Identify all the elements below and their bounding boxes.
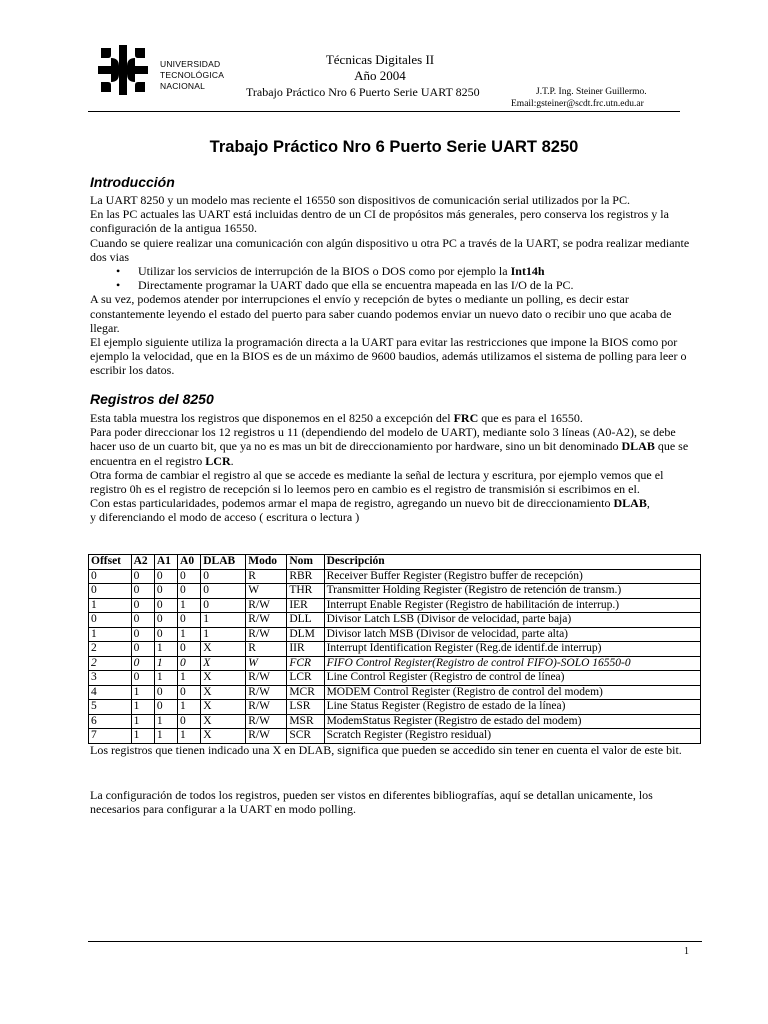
column-header: A1	[154, 555, 177, 570]
table-cell: 0	[201, 584, 246, 599]
table-cell: R/W	[246, 613, 287, 628]
paragraph: Cuando se quiere realizar una comunicación con algún dispositivo u otra PC a través de la UART, se podra realizar mediante dos vias	[90, 235, 690, 264]
paragraph: Otra forma de cambiar el registro al que se accede es mediante la señal de lectura y escritura, por ejemplo vemos que el registro 0h es el registro de recepción si lo leemos pero en cambio es el registro de transmisión si escribimos en el.	[90, 467, 664, 497]
table-cell: 0	[178, 685, 201, 700]
table-header-row	[89, 555, 701, 570]
table-cell: 0	[178, 584, 201, 599]
table-row	[89, 671, 701, 686]
table-row	[89, 627, 701, 642]
column-header: A0	[178, 555, 201, 570]
page-title: Trabajo Práctico Nro 6 Puerto Serie UART 8250	[209, 138, 579, 156]
header-course: Técnicas Digitales II	[325, 52, 435, 67]
paragraph: A su vez, podemos atender por interrupciones el envío y recepción de bytes o mediante un polling, es decir estar constantemente leyendo el estado del puerto para saber cuando podemos enviar un nuevo dato o recibir uno que acaba de llegar.	[90, 292, 672, 335]
paragraph: El ejemplo siguiente utiliza la programación directa a la UART para evitar las restricciones que impone la BIOS como por ejemplo la velocidad, que en la BIOS es de un máximo de 9600 baudios, además utilizamos el sistema de polling para leer o escribir los datos.	[90, 335, 687, 378]
table-cell: Scratch Register (Registro residual)	[324, 729, 700, 744]
table-row	[89, 569, 701, 584]
table-cell: W	[246, 584, 287, 599]
table-cell: LSR	[287, 700, 324, 715]
table-cell: R/W	[246, 685, 287, 700]
table-cell: 4	[89, 685, 132, 700]
table-row	[89, 700, 701, 715]
university-line: TECNOLÓGICA	[160, 70, 225, 80]
table-cell: X	[201, 642, 246, 657]
column-header: Offset	[89, 555, 132, 570]
table-row	[89, 685, 701, 700]
text: Para poder direccionar los 12 registros u 11 (dependiendo del modelo de UART), mediante solo 3 líneas (A0-A2), se debe hacer uso de un cuarto bit, que ya no es mas un bit de direccionamiento por hardware, sino un bit denominado	[90, 425, 676, 454]
table-cell: Line Control Register (Registro de control de línea)	[324, 671, 700, 686]
table-cell: Line Status Register (Registro de estado de la línea)	[324, 700, 700, 715]
table-cell: 1	[131, 714, 154, 729]
text: ,	[646, 496, 650, 511]
bullet-text: Utilizar los servicios de interrupción de la BIOS o DOS como por ejemplo la	[138, 264, 511, 279]
registers-body	[90, 411, 700, 525]
table-cell: 1	[178, 671, 201, 686]
table-cell: 3	[89, 671, 132, 686]
text: Esta tabla muestra los registros que disponemos en el 8250 a excepción del	[90, 411, 454, 425]
register-map-table	[88, 554, 701, 744]
bullet-text: Directamente programar la UART dado que ella se encuentra mapeada en las I/O de la PC.	[138, 278, 574, 293]
table-cell: Interrupt Enable Register (Registro de habilitación de interrup.)	[324, 598, 700, 613]
table-cell: 0	[89, 584, 132, 599]
table-cell: R/W	[246, 627, 287, 642]
table-cell: FCR	[287, 656, 324, 671]
university-name	[160, 59, 224, 92]
table-cell: 1	[178, 627, 201, 642]
table-cell: MCR	[287, 685, 324, 700]
table-cell: R/W	[246, 598, 287, 613]
table-cell: X	[201, 685, 246, 700]
list-item	[90, 264, 700, 278]
table-cell: 0	[131, 613, 154, 628]
column-header: Nom	[287, 555, 324, 570]
university-line: UNIVERSIDAD	[160, 59, 221, 69]
table-cell: 0	[201, 569, 246, 584]
column-header: DLAB	[201, 555, 246, 570]
table-cell: 0	[154, 584, 177, 599]
table-cell: SCR	[287, 729, 324, 744]
table-cell: 1	[131, 700, 154, 715]
table-cell: 1	[131, 685, 154, 700]
table-cell: 1	[154, 642, 177, 657]
table-cell: R/W	[246, 671, 287, 686]
table-cell: 0	[178, 642, 201, 657]
table-cell: 1	[89, 627, 132, 642]
table-cell: Divisor latch MSB (Divisor de velocidad, parte alta)	[324, 627, 700, 642]
table-cell: X	[201, 671, 246, 686]
table-cell: R	[246, 642, 287, 657]
table-cell: 1	[131, 729, 154, 744]
table-cell: IER	[287, 598, 324, 613]
table-cell: RBR	[287, 569, 324, 584]
bold-text: DLAB	[613, 496, 647, 511]
section-heading-registros: Registros del 8250	[90, 391, 214, 407]
table-cell: R	[246, 569, 287, 584]
page-number: 1	[684, 946, 689, 957]
header-author: J.T.P. Ing. Steiner Guillermo.	[536, 87, 647, 97]
table-cell: 1	[154, 671, 177, 686]
table-cell: 6	[89, 714, 132, 729]
table-cell: 0	[131, 656, 154, 671]
table-cell: 0	[89, 569, 132, 584]
table-cell: 2	[89, 656, 132, 671]
table-cell: 0	[131, 569, 154, 584]
bullet-list	[90, 264, 700, 292]
paragraph: y diferenciando el modo de acceso ( escritura o lectura )	[90, 510, 360, 525]
table-row	[89, 598, 701, 613]
table-cell: X	[201, 656, 246, 671]
table-cell: 0	[178, 569, 201, 584]
table-row	[89, 656, 701, 671]
table-cell: 1	[178, 729, 201, 744]
table-cell: ModemStatus Register (Registro de estado del modem)	[324, 714, 700, 729]
text: que se encuentra en el registro	[90, 439, 689, 468]
paragraph: En las PC actuales las UART está incluidas dentro de un CI de propósitos más generales, pero conserva los registros y la configuración de la antigua 16550.	[90, 207, 669, 236]
table-cell: R/W	[246, 714, 287, 729]
table-cell: 1	[154, 656, 177, 671]
table-cell: Transmitter Holding Register (Registro de retención de transm.)	[324, 584, 700, 599]
table-cell: MSR	[287, 714, 324, 729]
paragraph	[90, 496, 700, 510]
table-cell: 5	[89, 700, 132, 715]
table-cell: X	[201, 729, 246, 744]
table-cell: 1	[154, 729, 177, 744]
table-cell: DLL	[287, 613, 324, 628]
header-subtitle: Trabajo Práctico Nro 6 Puerto Serie UART 8250	[246, 85, 480, 99]
column-header: A2	[131, 555, 154, 570]
table-cell: 2	[89, 642, 132, 657]
bullet-bold-text: Int14h	[510, 264, 545, 279]
list-item	[90, 278, 700, 292]
text: Con estas particularidades, podemos armar el mapa de registro, agregando un nuevo bit de direccionamiento	[90, 496, 614, 511]
table-cell: DLM	[287, 627, 324, 642]
table-cell: 0	[131, 671, 154, 686]
paragraph	[90, 411, 700, 425]
table-row	[89, 729, 701, 744]
table-cell: R/W	[246, 729, 287, 744]
table-row	[89, 714, 701, 729]
intro-body	[90, 193, 700, 378]
table-cell: IIR	[287, 642, 324, 657]
bold-text: LCR	[205, 453, 231, 468]
table-cell: 1	[154, 714, 177, 729]
table-row	[89, 613, 701, 628]
table-cell: 0	[178, 613, 201, 628]
table-row	[89, 584, 701, 599]
paragraph-config: La configuración de todos los registros, pueden ser vistos en diferentes bibliografías, aquí se detallan unicamente, los necesarios para configurar a la UART en modo polling.	[90, 788, 653, 817]
table-cell: Divisor Latch LSB (Divisor de velocidad, parte baja)	[324, 613, 700, 628]
header-divider	[88, 111, 680, 112]
bold-text: FRC	[453, 411, 479, 425]
table-cell: 0	[154, 685, 177, 700]
paragraph-after-table: Los registros que tienen indicado una X en DLAB, significa que pueden se accedido sin tener en cuenta el valor de este bit.	[90, 743, 682, 757]
table-cell: 0	[131, 584, 154, 599]
table-cell: 0	[154, 613, 177, 628]
table-cell: 1	[178, 598, 201, 613]
table-cell: 0	[201, 598, 246, 613]
table-cell: 1	[201, 627, 246, 642]
table-cell: Receiver Buffer Register (Registro buffer de recepción)	[324, 569, 700, 584]
table-row	[89, 642, 701, 657]
column-header: Descripción	[324, 555, 700, 570]
table-cell: 0	[178, 656, 201, 671]
table-cell: MODEM Control Register (Registro de control del modem)	[324, 685, 700, 700]
table-cell: LCR	[287, 671, 324, 686]
table-cell: 0	[131, 642, 154, 657]
table-cell: 0	[178, 714, 201, 729]
table-cell: THR	[287, 584, 324, 599]
table-cell: X	[201, 714, 246, 729]
paragraph	[90, 425, 700, 468]
text: que es para el 16550.	[478, 411, 583, 425]
table-cell: 0	[154, 569, 177, 584]
table-cell: R/W	[246, 700, 287, 715]
table-cell: X	[201, 700, 246, 715]
paragraph: La UART 8250 y un modelo mas reciente el 16550 son dispositivos de comunicación serial utilizados por la PC.	[90, 193, 630, 207]
section-heading-introduccion: Introducción	[90, 174, 175, 190]
table-cell: FIFO Control Register(Registro de control FIFO)-SOLO 16550-0	[324, 656, 700, 671]
table-cell: W	[246, 656, 287, 671]
table-cell: 0	[89, 613, 132, 628]
table-cell: 0	[131, 627, 154, 642]
table-cell: 1	[178, 700, 201, 715]
header-email: Email:gsteiner@scdt.frc.utn.edu.ar	[511, 99, 644, 109]
table-cell: Interrupt Identification Register (Reg.de identif.de interrup)	[324, 642, 700, 657]
table-cell: 1	[201, 613, 246, 628]
table-cell: 0	[154, 598, 177, 613]
table-cell: 0	[131, 598, 154, 613]
utn-logo-icon	[98, 45, 148, 95]
column-header: Modo	[246, 555, 287, 570]
text: .	[230, 453, 234, 468]
table-cell: 0	[154, 627, 177, 642]
header-year: Año 2004	[354, 68, 406, 83]
table-cell: 0	[154, 700, 177, 715]
university-line: NACIONAL	[160, 81, 206, 91]
table-cell: 1	[89, 598, 132, 613]
footer-divider	[88, 941, 702, 942]
bold-text: DLAB	[621, 439, 655, 454]
table-cell: 7	[89, 729, 132, 744]
